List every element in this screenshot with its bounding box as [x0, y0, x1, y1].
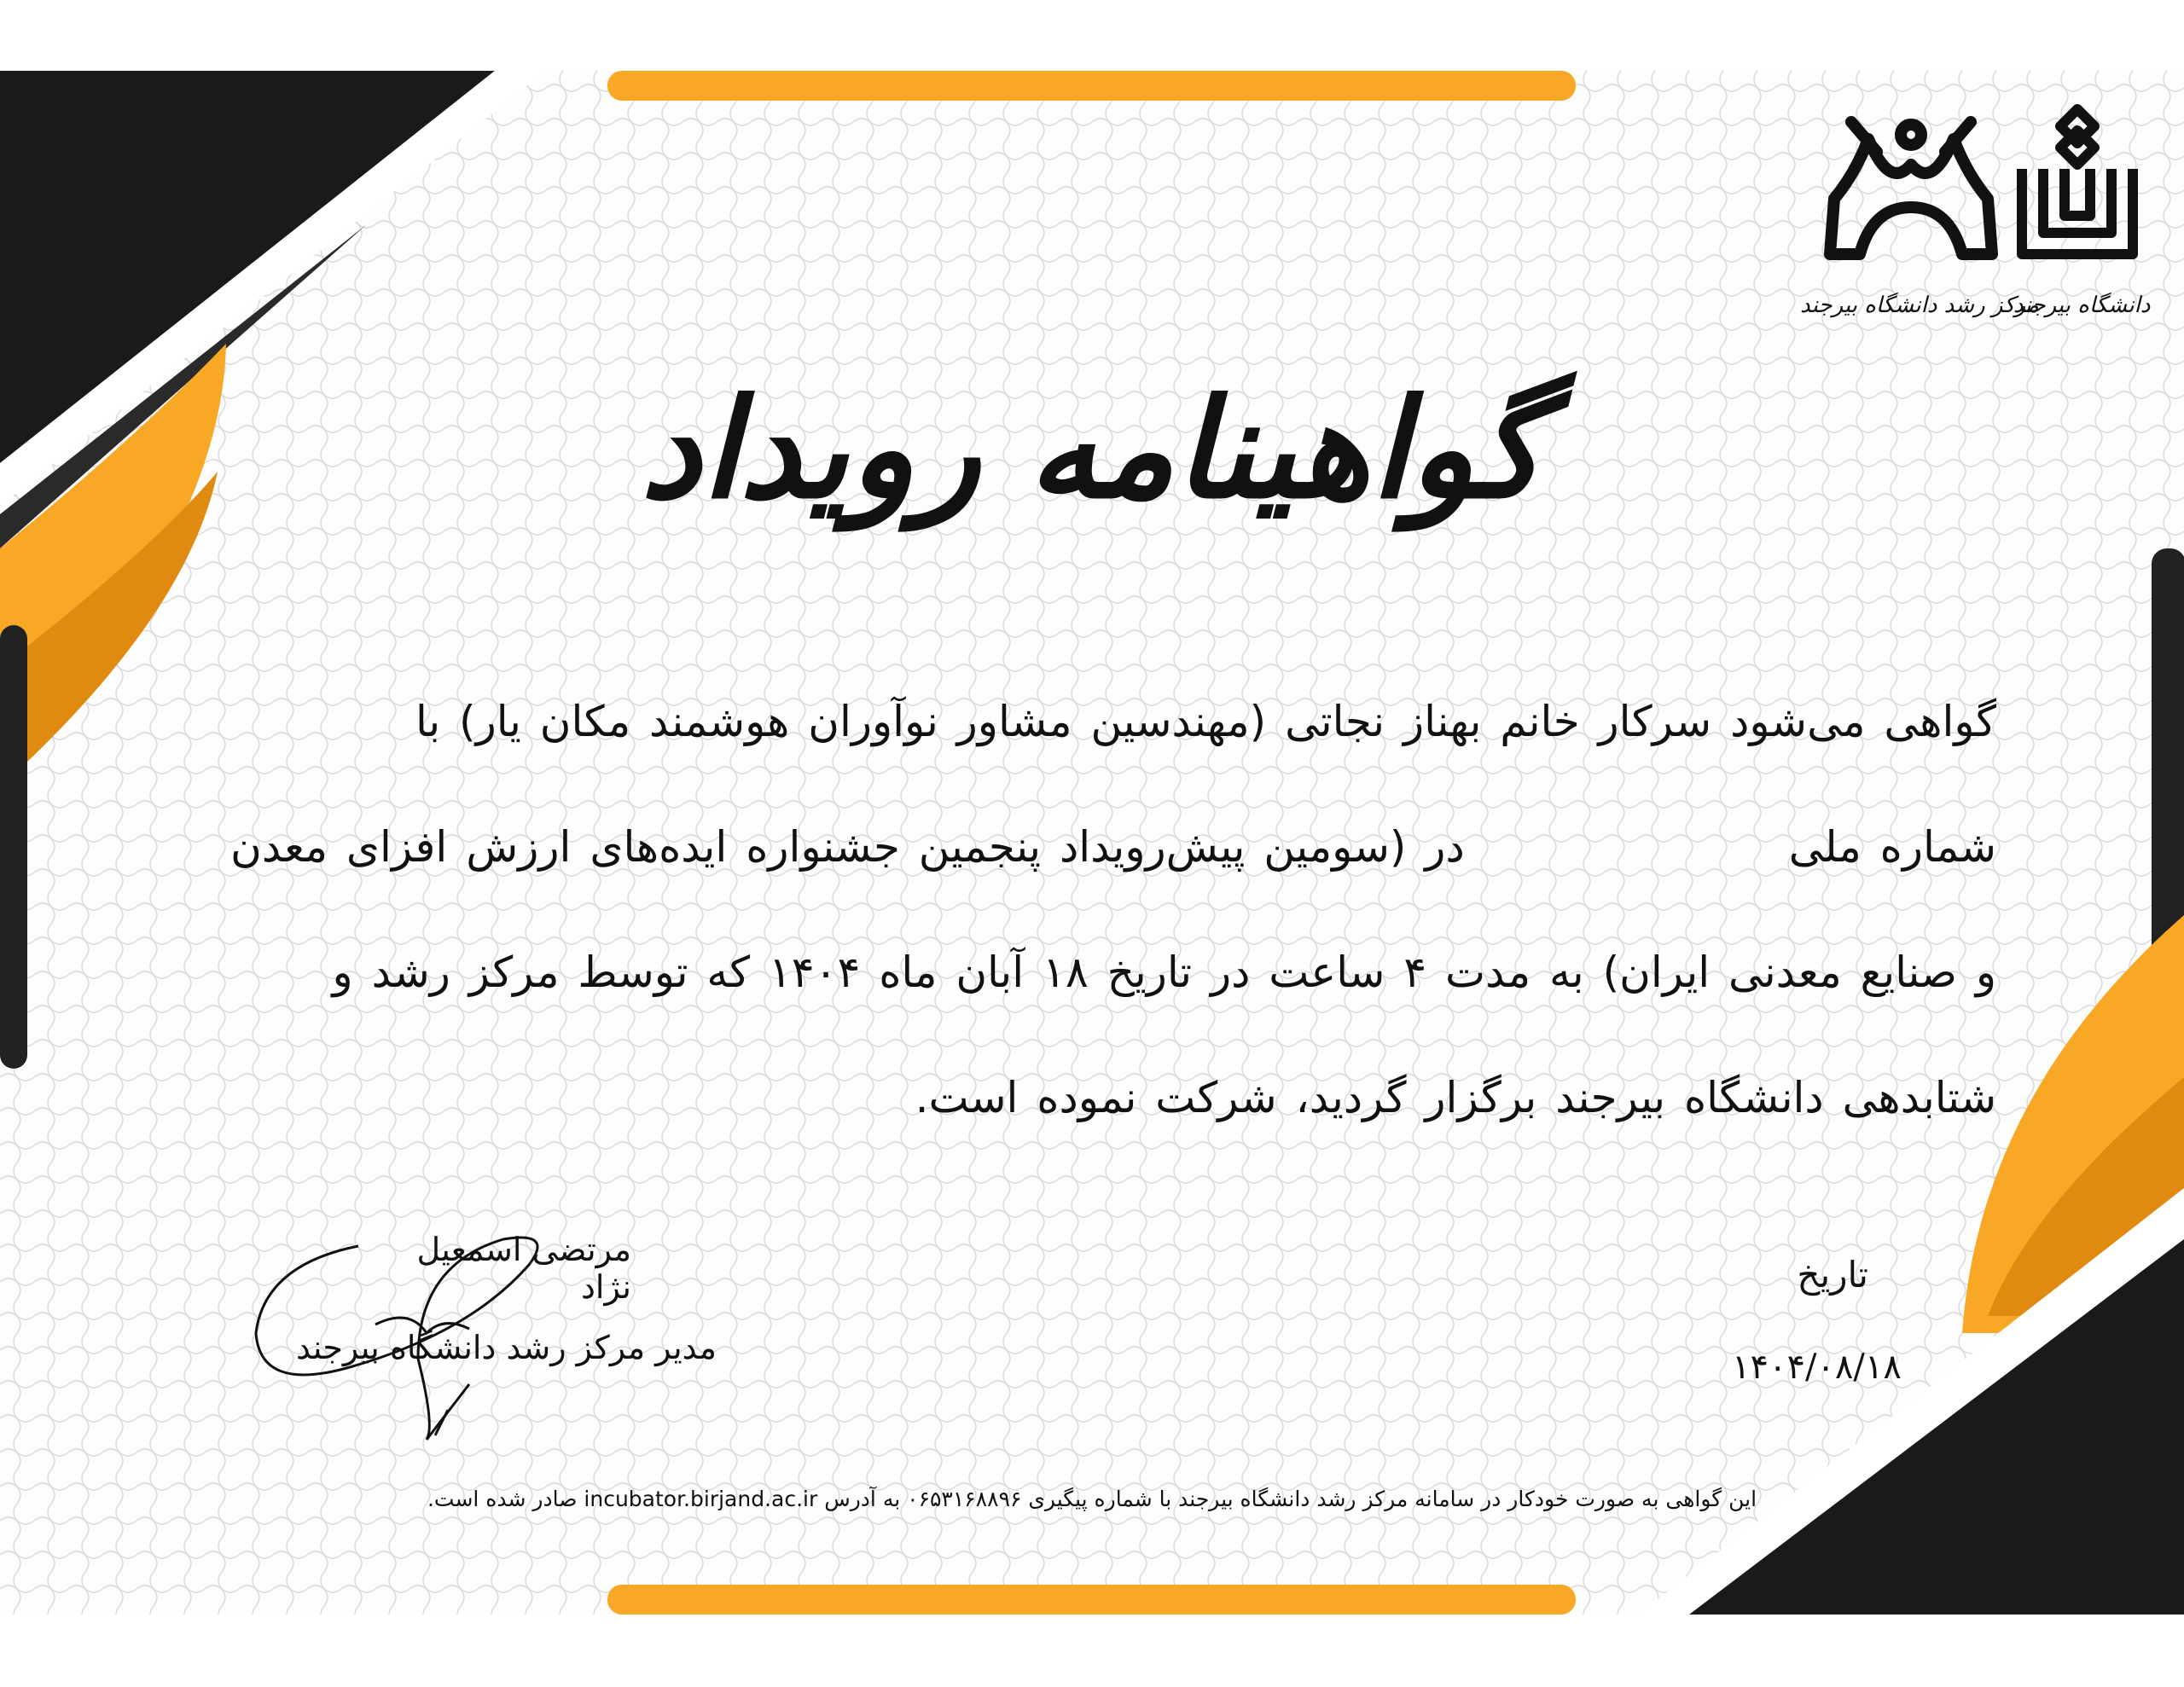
- certificate-body: [162, 659, 1996, 1161]
- left-side-tab: [0, 625, 27, 1069]
- body-line-1: گواهی می‌شود سرکار خانم بهناز نجاتی (مهندسین مشاور نوآوران هوشمند مکان یار) با: [415, 697, 1996, 746]
- body-line-3: و صنایع معدنی ایران) به مدت ۴ ساعت در تاریخ ۱۸ آبان ماه ۱۴۰۴ که توسط مرکز رشد و: [332, 948, 1996, 997]
- date-label: تاریخ: [1797, 1254, 1868, 1296]
- body-line-2: [162, 785, 1996, 910]
- top-orange-bar: [607, 71, 1576, 101]
- bottom-orange-bar: [607, 1585, 1576, 1615]
- signer-title: مدیر مرکز رشد دانشگاه بیرجند: [295, 1329, 717, 1366]
- body-line-4: شتابدهی دانشگاه بیرجند برگزار گردید، شرکت نموده است.: [915, 1073, 1996, 1122]
- footer-note: این گواهی به صورت خودکار در سامانه مرکز رشد دانشگاه بیرجند با شماره پیگیری ۰۶۵۳۱۶۸۸۹۶ به آدرس incubator.birjand.ac.ir صادر شده است.: [427, 1487, 1757, 1511]
- date-value: ۱۴۰۴/۰۸/۱۸: [1732, 1348, 1902, 1387]
- growth-center-caption: مرکز رشد دانشگاه بیرجند: [1800, 293, 2039, 318]
- national-id-label: شماره ملی: [1788, 822, 1996, 872]
- certificate-title: گواهینامه رویداد: [640, 368, 1544, 529]
- university-caption: دانشگاه بیرجند: [2013, 293, 2151, 318]
- certificate: [0, 71, 2184, 1615]
- signer-name: مرتضی اسمعیل نژاد: [416, 1231, 631, 1306]
- body-line-2-end: در (سومین پیش‌رویداد پنجمین جشنواره ایده‌های ارزش افزای معدن: [230, 822, 1465, 872]
